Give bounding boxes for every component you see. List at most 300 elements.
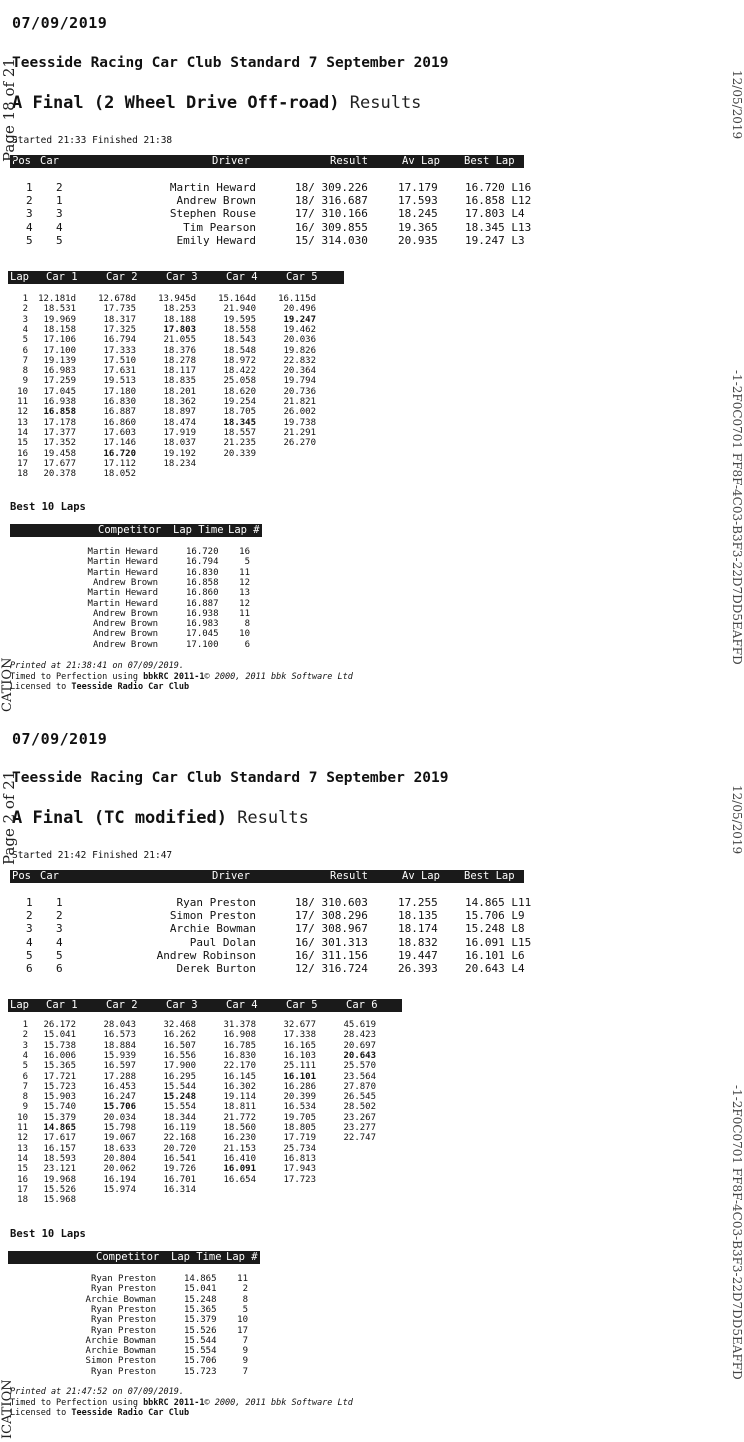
lap-time: 18.188 xyxy=(163,314,196,325)
best-competitor: Andrew Brown xyxy=(92,577,158,588)
lap-time: 18.317 xyxy=(103,314,136,325)
lap-time: 14.865 xyxy=(43,1123,76,1133)
lap-time: 18.633 xyxy=(103,1143,136,1154)
lap-time: 17.943 xyxy=(283,1164,316,1175)
result-value: 16/ 309.855 xyxy=(295,220,368,234)
result-car: 5 xyxy=(56,948,63,962)
lap-time: 19.462 xyxy=(283,324,316,335)
result-value: 18/ 316.687 xyxy=(295,194,368,208)
club-title: Teesside Racing Car Club Standard 7 September 2019 xyxy=(12,770,449,786)
printed-at: Printed at 21:47:52 on 07/09/2019. xyxy=(10,1387,184,1397)
best-lap-row xyxy=(10,547,270,557)
best-laptime: 15.706 xyxy=(184,1356,217,1367)
result-value: 18/ 309.226 xyxy=(295,181,368,194)
result-row xyxy=(0,194,742,207)
result-row xyxy=(0,181,742,194)
lap-time: 25.058 xyxy=(223,376,256,387)
best-laps-title: Best 10 Laps xyxy=(10,501,86,513)
lap-time: 16.858 xyxy=(43,407,76,418)
best-competitor: Ryan Preston xyxy=(90,1315,156,1326)
best-laptime: 16.860 xyxy=(186,588,219,599)
best-competitor: Martin Heward xyxy=(87,598,158,609)
lap-number: 1 xyxy=(22,1020,28,1030)
col-lap: Lap xyxy=(10,271,29,283)
lap-time: 22.168 xyxy=(163,1133,196,1144)
best-lapnum: 12 xyxy=(239,598,250,609)
col-competitor: Competitor xyxy=(96,1251,160,1263)
result-pos: 3 xyxy=(26,922,33,936)
lap-time: 15.740 xyxy=(43,1102,76,1113)
timing-software: bbkRC 2011-1 xyxy=(143,671,205,682)
lap-number: 15 xyxy=(17,438,28,449)
race-name: A Final (2 Wheel Drive Off-road) xyxy=(12,93,340,113)
lap-time: 20.364 xyxy=(283,366,316,377)
lap-row xyxy=(0,294,420,304)
best-lap-row xyxy=(8,1305,268,1315)
lap-time: 26.172 xyxy=(43,1020,76,1030)
lap-time: 17.803 xyxy=(163,324,196,335)
print-date: 07/09/2019 xyxy=(12,730,108,748)
lap-time: 21.772 xyxy=(223,1112,256,1123)
lap-time: 15.798 xyxy=(103,1123,136,1133)
lap-time: 17.900 xyxy=(163,1061,196,1072)
lap-number: 1 xyxy=(22,294,28,304)
side-stamp-left: ICATION xyxy=(0,1379,15,1439)
lap-time: 16.887 xyxy=(103,407,136,418)
lap-time: 18.531 xyxy=(43,304,76,315)
timing-software: bbkRC 2011-1 xyxy=(143,1397,205,1408)
lap-number: 5 xyxy=(22,1061,28,1072)
lap-time: 28.043 xyxy=(103,1020,136,1030)
results-header xyxy=(10,155,524,168)
lap-time: 19.969 xyxy=(43,314,76,325)
best-lapnum: 17 xyxy=(237,1325,248,1336)
lap-number: 11 xyxy=(17,1123,28,1133)
result-bestlap: 15.706 L9 xyxy=(465,909,525,923)
lap-time: 19.595 xyxy=(223,314,256,325)
lap-time: 26.002 xyxy=(283,407,316,418)
result-avlap: 19.447 xyxy=(398,948,438,962)
best-laps-header xyxy=(10,524,262,537)
result-driver: Ryan Preston xyxy=(176,896,256,909)
lap-time: 19.794 xyxy=(283,376,316,387)
lap-time: 16.597 xyxy=(103,1061,136,1072)
best-competitor: Archie Bowman xyxy=(85,1335,156,1346)
best-competitor: Andrew Brown xyxy=(92,639,158,650)
col-car-4: Car 4 xyxy=(226,999,258,1011)
lap-time: 20.399 xyxy=(283,1092,316,1103)
lap-time: 22.170 xyxy=(223,1061,256,1072)
best-lapnum: 5 xyxy=(242,1304,248,1315)
best-lap-row xyxy=(10,557,270,567)
lap-number: 16 xyxy=(17,448,28,459)
best-lap-row xyxy=(8,1356,268,1366)
lap-time: 16.720 xyxy=(103,448,136,459)
result-bestlap: 18.345 L13 xyxy=(465,220,532,234)
result-driver: Simon Preston xyxy=(169,909,256,923)
lap-time: 19.968 xyxy=(43,1174,76,1185)
race-sheet-2wd xyxy=(0,0,742,715)
lap-time: 17.180 xyxy=(103,386,136,397)
page-number-mark: Page 2 of 21 xyxy=(0,770,18,865)
best-lap-row xyxy=(8,1274,268,1284)
lap-time: 20.378 xyxy=(43,469,76,480)
col-avlap: Av Lap xyxy=(402,870,440,882)
copyright: © 2000, 2011 bbk Software Ltd xyxy=(204,671,353,682)
best-lapnum: 11 xyxy=(239,608,250,619)
lap-time: 17.325 xyxy=(103,324,136,335)
result-row xyxy=(0,207,742,220)
best-laps-header xyxy=(8,1251,260,1264)
lap-time: 16.860 xyxy=(103,417,136,428)
result-bestlap: 16.720 L16 xyxy=(465,181,532,194)
lap-time: 16.983 xyxy=(43,366,76,377)
result-pos: 5 xyxy=(26,948,33,962)
best-lap-row xyxy=(10,619,270,629)
col-avlap: Av Lap xyxy=(402,155,440,167)
lap-row xyxy=(0,1133,420,1143)
best-lapnum: 10 xyxy=(239,629,250,640)
lap-number: 10 xyxy=(17,1112,28,1123)
col-result: Result xyxy=(330,155,368,167)
lap-time: 21.153 xyxy=(223,1143,256,1154)
best-lap-row xyxy=(8,1336,268,1346)
lap-time: 16.908 xyxy=(223,1030,256,1041)
best-lap-row xyxy=(10,629,270,639)
lap-time: 18.705 xyxy=(223,407,256,418)
lap-row xyxy=(0,407,420,417)
lap-number: 8 xyxy=(22,1092,28,1103)
lap-time: 16.286 xyxy=(283,1081,316,1092)
result-value: 16/ 311.156 xyxy=(295,948,368,962)
col-car-5: Car 5 xyxy=(286,999,318,1011)
result-avlap: 18.135 xyxy=(398,909,438,923)
lap-time: 32.468 xyxy=(163,1020,196,1030)
result-value: 17/ 308.967 xyxy=(295,922,368,936)
lap-time: 19.247 xyxy=(283,314,316,325)
col-car-2: Car 2 xyxy=(106,999,138,1011)
lap-time: 16.103 xyxy=(283,1050,316,1061)
result-row xyxy=(0,936,742,949)
lap-time: 20.496 xyxy=(283,304,316,315)
lap-time: 21.940 xyxy=(223,304,256,315)
lap-time: 17.603 xyxy=(103,427,136,438)
lap-time: 16.830 xyxy=(223,1050,256,1061)
lap-number: 18 xyxy=(17,1195,28,1206)
lap-time: 19.254 xyxy=(223,397,256,407)
lap-time: 18.052 xyxy=(103,469,136,480)
lap-time: 16.785 xyxy=(223,1040,256,1051)
lap-time: 25.570 xyxy=(343,1061,376,1072)
lap-time: 15.554 xyxy=(163,1102,196,1113)
lap-time: 18.278 xyxy=(163,355,196,366)
lap-time: 16.573 xyxy=(103,1030,136,1041)
best-lapnum: 10 xyxy=(237,1315,248,1326)
best-competitor: Andrew Brown xyxy=(92,619,158,630)
best-laptime: 16.938 xyxy=(186,608,219,619)
result-car: 3 xyxy=(56,922,63,936)
lap-row xyxy=(0,315,420,325)
lap-time: 17.333 xyxy=(103,345,136,356)
result-driver: Stephen Rouse xyxy=(169,207,256,221)
best-lapnum: 6 xyxy=(244,639,250,650)
lap-number: 13 xyxy=(17,417,28,428)
lap-row xyxy=(0,449,420,459)
best-lap-row xyxy=(10,588,270,598)
result-bestlap: 16.858 L12 xyxy=(465,194,532,208)
result-avlap: 17.593 xyxy=(398,194,438,208)
lap-time: 18.474 xyxy=(163,417,196,428)
result-avlap: 26.393 xyxy=(398,962,438,975)
lap-row xyxy=(0,1072,420,1082)
best-laptime: 16.830 xyxy=(186,567,219,578)
lap-time: 18.620 xyxy=(223,386,256,397)
licensed-club: Teesside Radio Car Club xyxy=(71,682,190,692)
result-car: 4 xyxy=(56,220,63,234)
best-lap-row xyxy=(10,640,270,650)
result-pos: 2 xyxy=(26,194,33,208)
lap-time: 16.556 xyxy=(163,1050,196,1061)
laps-header xyxy=(8,271,344,284)
licensed-club: Teesside Radio Car Club xyxy=(71,1408,190,1418)
result-avlap: 17.179 xyxy=(398,181,438,194)
lap-number: 9 xyxy=(22,376,28,387)
lap-time: 15.164d xyxy=(218,294,256,304)
lap-time: 17.631 xyxy=(103,366,136,377)
lap-time: 20.034 xyxy=(103,1112,136,1123)
lap-time: 18.117 xyxy=(163,366,196,377)
best-lap-row xyxy=(8,1284,268,1294)
lap-time: 26.545 xyxy=(343,1092,376,1103)
lap-time: 16.262 xyxy=(163,1030,196,1041)
result-car: 3 xyxy=(56,207,63,221)
lap-time: 23.277 xyxy=(343,1123,376,1133)
result-value: 16/ 301.313 xyxy=(295,935,368,949)
side-stamp-date: 12/05/2019 xyxy=(730,785,744,855)
result-car: 2 xyxy=(56,909,63,923)
result-bestlap: 14.865 L11 xyxy=(465,896,532,909)
result-bestlap: 16.101 L6 xyxy=(465,948,525,962)
col-car: Car xyxy=(40,870,59,882)
best-laptime: 16.858 xyxy=(186,577,219,588)
best-laptime: 15.526 xyxy=(184,1325,217,1336)
lap-time: 16.230 xyxy=(223,1133,256,1144)
side-stamp-id: -1-2F0C0701 FF8F-4C03-B3F3-22D7DD5EAFFD xyxy=(730,1085,744,1380)
race-title xyxy=(12,808,309,828)
lap-time: 13.945d xyxy=(158,294,196,304)
result-avlap: 20.935 xyxy=(398,233,438,247)
lap-time: 19.192 xyxy=(163,448,196,459)
lap-time: 19.513 xyxy=(103,376,136,387)
side-stamp-id: -1-2F0C0701 FF8F-4C03-B3F3-22D7DD5EAFFD xyxy=(730,370,744,665)
lap-time: 22.832 xyxy=(283,355,316,366)
lap-time: 18.376 xyxy=(163,345,196,356)
lap-time: 16.654 xyxy=(223,1174,256,1185)
lap-time: 15.968 xyxy=(43,1195,76,1206)
lap-time: 17.723 xyxy=(283,1174,316,1185)
lap-time: 17.112 xyxy=(103,458,136,469)
copyright: © 2000, 2011 bbk Software Ltd xyxy=(204,1397,353,1408)
result-avlap: 18.245 xyxy=(398,207,438,221)
col-driver: Driver xyxy=(212,155,250,167)
lap-time: 45.619 xyxy=(343,1020,376,1030)
lap-time: 16.115d xyxy=(278,294,316,304)
best-competitor: Ryan Preston xyxy=(90,1325,156,1336)
best-laptime: 15.379 xyxy=(184,1315,217,1326)
result-value: 15/ 314.030 xyxy=(295,233,368,247)
lap-row xyxy=(0,1051,420,1061)
best-competitor: Martin Heward xyxy=(87,557,158,568)
lap-time: 18.253 xyxy=(163,304,196,315)
result-pos: 4 xyxy=(26,220,33,234)
start-finish-times: Started 21:42 Finished 21:47 xyxy=(12,850,173,861)
lap-time: 17.100 xyxy=(43,345,76,356)
col-result: Result xyxy=(330,870,368,882)
lap-time: 15.706 xyxy=(103,1102,136,1113)
lap-time: 19.067 xyxy=(103,1133,136,1144)
result-row xyxy=(0,896,742,909)
lap-number: 12 xyxy=(17,1133,28,1144)
lap-time: 18.884 xyxy=(103,1040,136,1051)
best-competitor: Andrew Brown xyxy=(92,608,158,619)
result-driver: Archie Bowman xyxy=(169,922,256,936)
result-car: 2 xyxy=(56,181,63,194)
lap-time: 18.557 xyxy=(223,427,256,438)
lap-row xyxy=(0,304,420,314)
race-sheet-tc xyxy=(0,715,742,1442)
licensed-pre: Licensed to xyxy=(10,1408,72,1418)
lap-row xyxy=(0,1030,420,1040)
lap-time: 17.106 xyxy=(43,335,76,346)
timed-pre: Timed to Perfection using xyxy=(10,1397,144,1408)
col-car-5: Car 5 xyxy=(286,271,318,283)
result-bestlap: 15.248 L8 xyxy=(465,922,525,936)
result-value: 18/ 310.603 xyxy=(295,896,368,909)
lap-time: 18.558 xyxy=(223,324,256,335)
club-title: Teesside Racing Car Club Standard 7 September 2019 xyxy=(12,55,449,71)
lap-time: 16.410 xyxy=(223,1153,256,1164)
lap-time: 16.145 xyxy=(223,1071,256,1082)
lap-number: 6 xyxy=(22,345,28,356)
best-laptime: 17.045 xyxy=(186,629,219,640)
lap-time: 18.345 xyxy=(223,417,256,428)
best-laptime: 15.248 xyxy=(184,1294,217,1305)
result-avlap: 18.832 xyxy=(398,935,438,949)
lap-number: 10 xyxy=(17,386,28,397)
result-pos: 1 xyxy=(26,181,33,194)
lap-row xyxy=(0,428,420,438)
lap-time: 23.267 xyxy=(343,1112,376,1123)
lap-time: 16.701 xyxy=(163,1174,196,1185)
result-pos: 4 xyxy=(26,935,33,949)
result-car: 6 xyxy=(56,962,63,975)
result-driver: Andrew Brown xyxy=(176,194,256,208)
lap-row xyxy=(0,356,420,366)
lap-time: 18.543 xyxy=(223,335,256,346)
result-row xyxy=(0,922,742,935)
lap-number: 12 xyxy=(17,407,28,418)
best-competitor: Martin Heward xyxy=(87,547,158,557)
lap-number: 3 xyxy=(22,314,28,325)
best-lap-row xyxy=(10,568,270,578)
lap-row xyxy=(0,438,420,448)
lap-time: 25.111 xyxy=(283,1061,316,1072)
lap-time: 26.270 xyxy=(283,438,316,449)
lap-time: 18.835 xyxy=(163,376,196,387)
best-lapnum: 13 xyxy=(239,588,250,599)
lap-row xyxy=(0,376,420,386)
lap-row xyxy=(0,1195,420,1205)
results-word: Results xyxy=(237,808,309,828)
col-car-3: Car 3 xyxy=(166,271,198,283)
best-lapnum: 16 xyxy=(239,547,250,557)
lap-time: 17.735 xyxy=(103,304,136,315)
lap-time: 17.919 xyxy=(163,427,196,438)
lap-row xyxy=(0,1092,420,1102)
best-competitor: Andrew Brown xyxy=(92,629,158,640)
lap-time: 28.502 xyxy=(343,1102,376,1113)
lap-number: 14 xyxy=(17,427,28,438)
result-driver: Paul Dolan xyxy=(189,935,256,949)
lap-time: 15.974 xyxy=(103,1184,136,1195)
lap-time: 16.507 xyxy=(163,1040,196,1051)
lap-time: 17.178 xyxy=(43,417,76,428)
best-laptime: 15.723 xyxy=(184,1366,217,1377)
result-bestlap: 19.247 L3 xyxy=(465,233,525,247)
lap-time: 18.201 xyxy=(163,386,196,397)
lap-time: 20.062 xyxy=(103,1164,136,1175)
lap-number: 16 xyxy=(17,1174,28,1185)
print-date: 07/09/2019 xyxy=(12,14,108,32)
best-competitor: Archie Bowman xyxy=(85,1294,156,1305)
lap-number: 2 xyxy=(22,1030,28,1041)
result-pos: 1 xyxy=(26,896,33,909)
lap-time: 17.045 xyxy=(43,386,76,397)
lap-row xyxy=(0,1061,420,1071)
best-laptime: 16.794 xyxy=(186,557,219,568)
lap-number: 4 xyxy=(22,324,28,335)
col-car-4: Car 4 xyxy=(226,271,258,283)
lap-number: 6 xyxy=(22,1071,28,1082)
race-name: A Final (TC modified) xyxy=(12,808,227,828)
lap-number: 14 xyxy=(17,1153,28,1164)
lap-time: 17.352 xyxy=(43,438,76,449)
lap-number: 17 xyxy=(17,458,28,469)
col-bestlap: Best Lap xyxy=(464,870,515,882)
lap-time: 16.247 xyxy=(103,1092,136,1103)
best-laptime: 15.041 xyxy=(184,1284,217,1295)
lap-time: 18.548 xyxy=(223,345,256,356)
lap-time: 17.677 xyxy=(43,458,76,469)
lap-row xyxy=(0,397,420,407)
results-header xyxy=(10,870,524,883)
result-bestlap: 17.803 L4 xyxy=(465,207,525,221)
best-lapnum: 7 xyxy=(242,1335,248,1346)
lap-time: 16.101 xyxy=(283,1071,316,1082)
result-car: 4 xyxy=(56,935,63,949)
lap-row xyxy=(0,1102,420,1112)
lap-time: 15.379 xyxy=(43,1112,76,1123)
result-avlap: 17.255 xyxy=(398,896,438,909)
col-bestlap: Best Lap xyxy=(464,155,515,167)
lap-time: 16.938 xyxy=(43,397,76,407)
lap-number: 3 xyxy=(22,1040,28,1051)
lap-time: 18.805 xyxy=(283,1123,316,1133)
lap-time: 17.510 xyxy=(103,355,136,366)
best-competitor: Martin Heward xyxy=(87,588,158,599)
best-lap-row xyxy=(10,578,270,588)
best-laptime: 15.554 xyxy=(184,1346,217,1357)
